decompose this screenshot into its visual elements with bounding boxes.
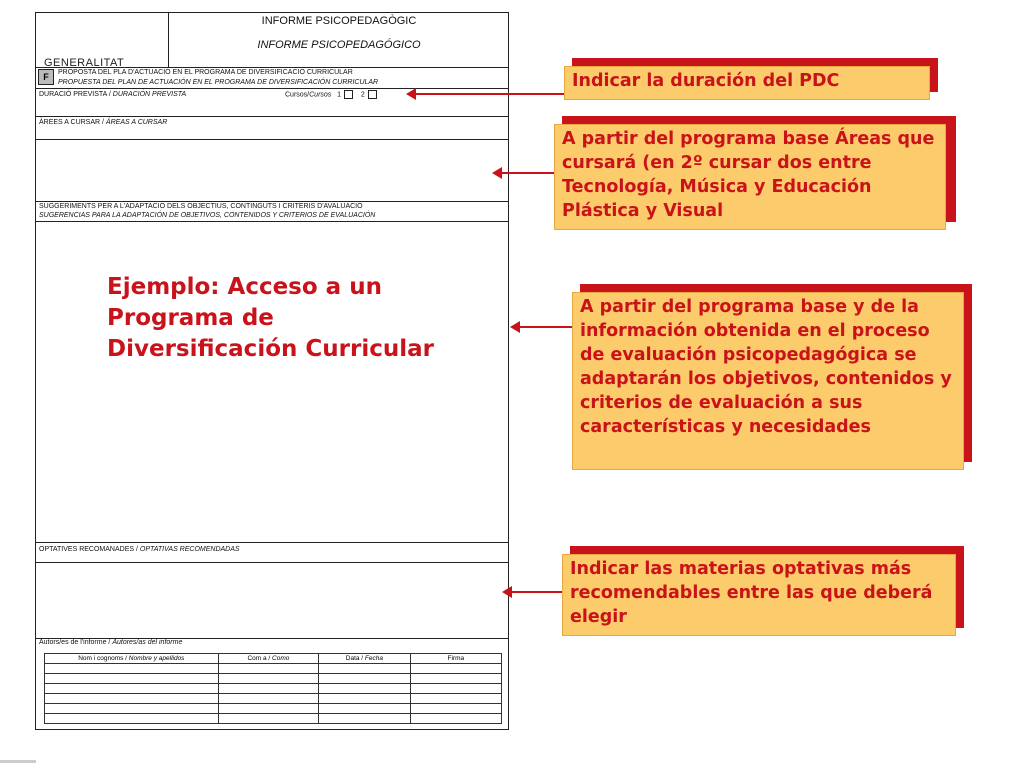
table-cell[interactable]	[319, 694, 410, 704]
role-header-es: Como	[272, 655, 290, 662]
divider	[36, 201, 508, 202]
table-row	[45, 674, 502, 684]
authors-label-es: Autores/as del informe	[112, 639, 183, 646]
arrow-left-icon	[510, 591, 562, 593]
callout-optatives-text: Indicar las materias optativas más recomendables entre las que deberá elegir	[562, 554, 956, 636]
course-1-label: 1	[337, 91, 342, 99]
logo-area	[36, 13, 169, 67]
date-header-ca: Data /	[345, 655, 365, 662]
callout-areas-text: A partir del programa base Áreas que cursará (en 2º cursar dos entre Tecnología, Música y Educación Plástica y Visual	[554, 124, 946, 230]
signature-column-header: Firma	[410, 654, 501, 664]
table-cell[interactable]	[319, 684, 410, 694]
role-column-header	[218, 654, 319, 664]
table-cell[interactable]	[218, 674, 319, 684]
suggestions-label-es: SUGERENCIAS PARA LA ADAPTACIÓN DE OBJETIVOS, CONTENIDOS Y CRITERIOS DE EVALUACIÓN	[39, 212, 376, 219]
courses-label-es: Cursos	[309, 91, 332, 99]
table-cell[interactable]	[319, 714, 410, 724]
table-cell[interactable]	[410, 714, 501, 724]
table-cell[interactable]	[218, 704, 319, 714]
table-cell[interactable]	[45, 664, 219, 674]
optatives-label	[39, 546, 240, 553]
courses-label: Cursos/	[285, 91, 310, 99]
date-column-header	[319, 654, 410, 664]
section-letter: F	[38, 69, 54, 85]
arrow-left-icon	[414, 93, 564, 95]
course-2-checkbox[interactable]	[368, 90, 377, 99]
authors-table	[44, 653, 502, 724]
table-cell[interactable]	[410, 664, 501, 674]
proposal-title-ca: PROPOSTA DEL PLA D'ACTUACIÓ EN EL PROGRAMA DE DIVERSIFICACIÓ CURRICULAR	[58, 69, 353, 76]
table-cell[interactable]	[410, 704, 501, 714]
course-2-label: 2	[360, 91, 365, 99]
course-1-checkbox[interactable]	[344, 90, 353, 99]
table-cell[interactable]	[410, 674, 501, 684]
table-cell[interactable]	[218, 714, 319, 724]
divider	[36, 88, 508, 89]
name-header-es: Nombre y apellidos	[128, 655, 185, 662]
form-title-ca: INFORME PSICOPEDAGÒGIC	[261, 15, 417, 27]
duration-label-ca: DURACIÓ PREVISTA /	[39, 91, 113, 98]
suggestions-label-ca: SUGGERIMENTS PER A L'ADAPTACIÓ DELS OBJECTIUS, CONTINGUTS I CRITERIS D'AVALUACIÓ	[39, 203, 363, 210]
arrow-left-icon	[518, 326, 572, 328]
table-cell[interactable]	[410, 684, 501, 694]
table-row	[45, 704, 502, 714]
authors-label-ca: Autors/es de l'informe /	[39, 639, 113, 646]
date-header-es: Fecha	[364, 655, 383, 662]
arrow-left-icon	[500, 172, 554, 174]
generalitat-logo: GENERALITAT	[44, 57, 125, 67]
table-row	[45, 694, 502, 704]
slide-edge-mark	[0, 760, 36, 763]
areas-label-es: ÁREAS A CURSAR	[105, 119, 168, 126]
name-column-header	[45, 654, 219, 664]
table-cell[interactable]	[45, 694, 219, 704]
table-cell[interactable]	[410, 694, 501, 704]
table-cell[interactable]	[218, 684, 319, 694]
form-title-es: INFORME PSICOPEDAGÓGICO	[257, 39, 421, 51]
role-header-ca: Com a /	[247, 655, 273, 662]
table-cell[interactable]	[218, 664, 319, 674]
table-cell[interactable]	[45, 714, 219, 724]
courses-options	[285, 90, 377, 99]
divider	[36, 542, 508, 543]
proposal-title-es: PROPUESTA DEL PLAN DE ACTUACIÓN EN EL PROGRAMA DE DIVERSIFICACIÓN CURRICULAR	[58, 79, 379, 86]
duration-label-es: DURACIÓN PREVISTA	[112, 91, 187, 98]
areas-label-ca: ÀREES A CURSAR /	[39, 119, 106, 126]
divider	[36, 139, 508, 140]
table-cell[interactable]	[319, 664, 410, 674]
name-header-ca: Nom i cognoms /	[78, 655, 129, 662]
callout-adaptation-text: A partir del programa base y de la información obtenida en el proceso de evaluación psicopedagógica se adaptarán los objetivos, contenidos y criterios de evaluación a sus características y necesidades	[572, 292, 964, 470]
example-title: Ejemplo: Acceso a un Programa de Diversificación Curricular	[107, 274, 434, 362]
authors-label	[39, 639, 182, 646]
divider	[36, 116, 508, 117]
table-row	[45, 664, 502, 674]
table-cell[interactable]	[45, 704, 219, 714]
psychopedagogical-report-form	[35, 12, 509, 730]
areas-label	[39, 119, 167, 126]
table-cell[interactable]	[45, 674, 219, 684]
divider	[36, 221, 508, 222]
optatives-label-es: OPTATIVAS RECOMENDADAS	[139, 546, 240, 553]
optatives-label-ca: OPTATIVES RECOMANADES /	[39, 546, 140, 553]
table-row	[45, 714, 502, 724]
table-row	[45, 684, 502, 694]
divider	[36, 562, 508, 563]
divider	[36, 67, 508, 68]
table-cell[interactable]	[218, 694, 319, 704]
duration-label	[39, 91, 186, 98]
table-header-row	[45, 654, 502, 664]
table-cell[interactable]	[45, 684, 219, 694]
table-cell[interactable]	[319, 704, 410, 714]
table-cell[interactable]	[319, 674, 410, 684]
callout-duration-text: Indicar la duración del PDC	[564, 66, 930, 100]
